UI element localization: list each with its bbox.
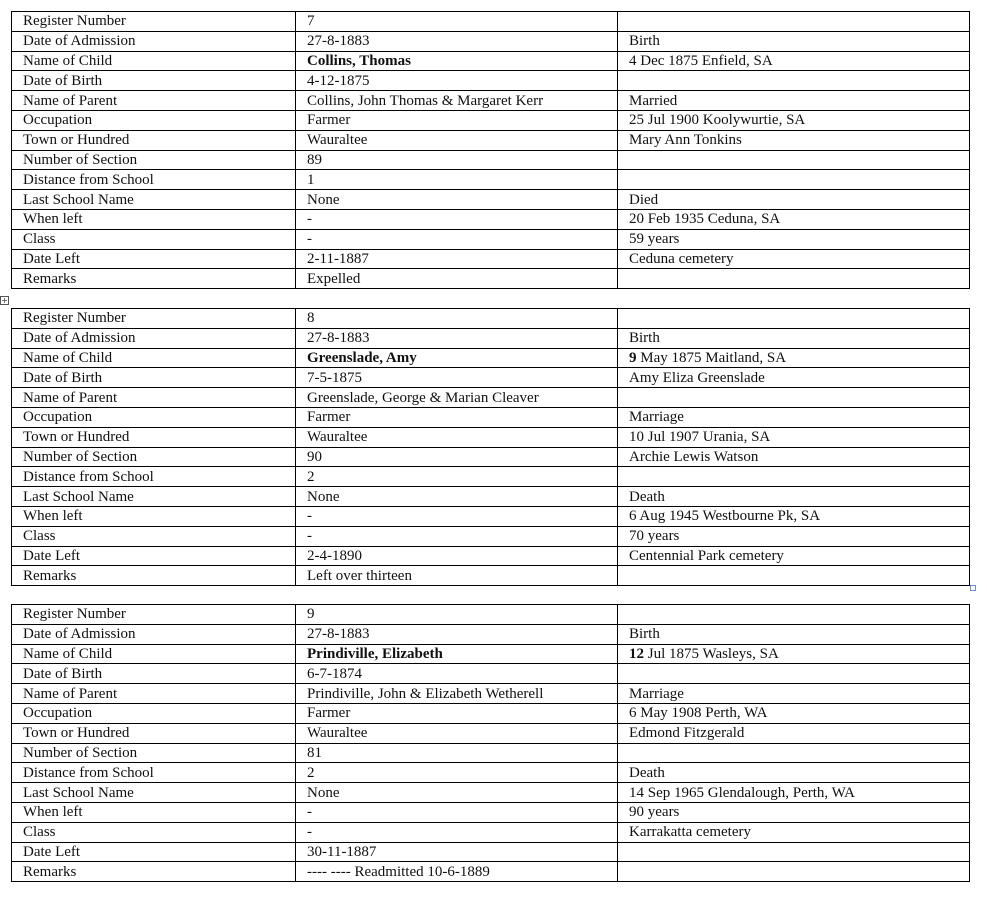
life-event: Birth [618, 31, 970, 51]
table-row [12, 605, 970, 625]
table-row [12, 110, 970, 130]
life-event [618, 269, 970, 289]
field-label: Register Number [12, 12, 296, 32]
field-label: Date of Admission [12, 328, 296, 348]
life-event: Marriage [618, 407, 970, 427]
table-row [12, 209, 970, 229]
table-move-handle[interactable]: + [1, 296, 8, 305]
field-value: 2 [296, 467, 618, 487]
field-label: Name of Parent [12, 91, 296, 111]
field-label: Date of Birth [12, 71, 296, 91]
life-event [618, 566, 970, 586]
field-value: Prindiville, Elizabeth [296, 644, 618, 664]
life-event: Ceduna cemetery [618, 249, 970, 269]
field-label: Remarks [12, 862, 296, 882]
field-label: Last School Name [12, 783, 296, 803]
life-event: Archie Lewis Watson [618, 447, 970, 467]
life-event: Karrakatta cemetery [618, 822, 970, 842]
table-row [12, 783, 970, 803]
life-event: 70 years [618, 526, 970, 546]
field-label: Class [12, 822, 296, 842]
life-event: Mary Ann Tonkins [618, 130, 970, 150]
table-row [12, 269, 970, 289]
field-label: Remarks [12, 566, 296, 586]
life-event [618, 605, 970, 625]
life-event: 12 Jul 1875 Wasleys, SA [618, 644, 970, 664]
table-row [12, 150, 970, 170]
table-row [12, 506, 970, 526]
field-value: Farmer [296, 407, 618, 427]
field-value: Farmer [296, 703, 618, 723]
life-event: 20 Feb 1935 Ceduna, SA [618, 209, 970, 229]
life-event: Died [618, 190, 970, 210]
field-value: Greenslade, George & Marian Cleaver [296, 388, 618, 408]
life-event: Edmond Fitzgerald [618, 723, 970, 743]
field-label: Register Number [12, 605, 296, 625]
field-label: When left [12, 209, 296, 229]
life-event [618, 862, 970, 882]
life-event [618, 842, 970, 862]
field-value: - [296, 229, 618, 249]
table-resize-handle[interactable] [970, 585, 976, 591]
life-event: Marriage [618, 684, 970, 704]
field-value: None [296, 487, 618, 507]
table-row [12, 822, 970, 842]
field-value: 81 [296, 743, 618, 763]
life-event: 9 May 1875 Maitland, SA [618, 348, 970, 368]
field-value: Left over thirteen [296, 566, 618, 586]
table-row [12, 862, 970, 882]
table-row [12, 447, 970, 467]
life-event: 6 May 1908 Perth, WA [618, 703, 970, 723]
table-row [12, 664, 970, 684]
field-value: 90 [296, 447, 618, 467]
field-value: - [296, 526, 618, 546]
table-row [12, 703, 970, 723]
field-value: 2 [296, 763, 618, 783]
field-label: Distance from School [12, 170, 296, 190]
table-row [12, 467, 970, 487]
record-table [11, 604, 970, 882]
field-value: Collins, Thomas [296, 51, 618, 71]
field-label: Number of Section [12, 447, 296, 467]
field-value: 6-7-1874 [296, 664, 618, 684]
table-row [12, 566, 970, 586]
record-table [11, 308, 970, 586]
table-row [12, 130, 970, 150]
field-value: - [296, 506, 618, 526]
field-label: Distance from School [12, 467, 296, 487]
life-event: Married [618, 91, 970, 111]
field-label: Name of Parent [12, 388, 296, 408]
field-label: Town or Hundred [12, 130, 296, 150]
field-value: - [296, 209, 618, 229]
field-value: 7-5-1875 [296, 368, 618, 388]
field-value: Farmer [296, 110, 618, 130]
table-row [12, 170, 970, 190]
table-row [12, 249, 970, 269]
table-row [12, 624, 970, 644]
field-label: Town or Hundred [12, 723, 296, 743]
table-row [12, 328, 970, 348]
field-label: Date Left [12, 546, 296, 566]
table-row [12, 51, 970, 71]
life-event: 4 Dec 1875 Enfield, SA [618, 51, 970, 71]
table-row [12, 763, 970, 783]
field-value: Wauraltee [296, 723, 618, 743]
field-value: None [296, 190, 618, 210]
field-label: Name of Child [12, 644, 296, 664]
field-label: Town or Hundred [12, 427, 296, 447]
field-value: 30-11-1887 [296, 842, 618, 862]
field-label: Name of Child [12, 348, 296, 368]
field-label: Register Number [12, 309, 296, 329]
life-event: 10 Jul 1907 Urania, SA [618, 427, 970, 447]
field-value: Wauraltee [296, 427, 618, 447]
table-row [12, 12, 970, 32]
table-row [12, 229, 970, 249]
table-row [12, 842, 970, 862]
field-value: Wauraltee [296, 130, 618, 150]
field-label: When left [12, 802, 296, 822]
field-value: 27-8-1883 [296, 624, 618, 644]
table-row [12, 190, 970, 210]
field-value: Expelled [296, 269, 618, 289]
life-event: Birth [618, 624, 970, 644]
field-label: Occupation [12, 110, 296, 130]
life-event [618, 150, 970, 170]
field-label: Occupation [12, 703, 296, 723]
field-value: 1 [296, 170, 618, 190]
table-row [12, 644, 970, 664]
table-row [12, 684, 970, 704]
field-label: Date Left [12, 249, 296, 269]
life-event: Death [618, 487, 970, 507]
life-event [618, 467, 970, 487]
table-row [12, 546, 970, 566]
field-value: 89 [296, 150, 618, 170]
field-value: 2-11-1887 [296, 249, 618, 269]
life-event [618, 71, 970, 91]
field-label: Number of Section [12, 743, 296, 763]
field-value: - [296, 802, 618, 822]
field-label: Number of Section [12, 150, 296, 170]
table-row [12, 487, 970, 507]
field-value: None [296, 783, 618, 803]
field-label: Class [12, 229, 296, 249]
field-value: 9 [296, 605, 618, 625]
table-row [12, 743, 970, 763]
table-row [12, 31, 970, 51]
field-label: Name of Child [12, 51, 296, 71]
life-event: 14 Sep 1965 Glendalough, Perth, WA [618, 783, 970, 803]
life-event [618, 309, 970, 329]
life-event: Birth [618, 328, 970, 348]
field-label: When left [12, 506, 296, 526]
life-event: Death [618, 763, 970, 783]
field-value: 27-8-1883 [296, 31, 618, 51]
table-row [12, 91, 970, 111]
field-label: Distance from School [12, 763, 296, 783]
field-label: Date Left [12, 842, 296, 862]
table-row [12, 368, 970, 388]
life-event [618, 170, 970, 190]
table-row [12, 407, 970, 427]
field-label: Date of Birth [12, 664, 296, 684]
record-table [11, 11, 970, 289]
field-value: Greenslade, Amy [296, 348, 618, 368]
field-label: Remarks [12, 269, 296, 289]
field-value: Collins, John Thomas & Margaret Kerr [296, 91, 618, 111]
table-row [12, 348, 970, 368]
field-value: 2-4-1890 [296, 546, 618, 566]
life-event [618, 12, 970, 32]
life-event [618, 664, 970, 684]
field-label: Name of Parent [12, 684, 296, 704]
field-label: Last School Name [12, 190, 296, 210]
table-row [12, 723, 970, 743]
life-event: Centennial Park cemetery [618, 546, 970, 566]
table-row [12, 427, 970, 447]
table-row [12, 309, 970, 329]
field-value: ---- ---- Readmitted 10-6-1889 [296, 862, 618, 882]
table-row [12, 802, 970, 822]
life-event: 25 Jul 1900 Koolywurtie, SA [618, 110, 970, 130]
table-row [12, 71, 970, 91]
life-event: 6 Aug 1945 Westbourne Pk, SA [618, 506, 970, 526]
life-event [618, 743, 970, 763]
field-value: 27-8-1883 [296, 328, 618, 348]
life-event: 90 years [618, 802, 970, 822]
field-label: Class [12, 526, 296, 546]
field-label: Date of Birth [12, 368, 296, 388]
life-event [618, 388, 970, 408]
life-event: Amy Eliza Greenslade [618, 368, 970, 388]
table-row [12, 526, 970, 546]
field-value: 4-12-1875 [296, 71, 618, 91]
life-event: 59 years [618, 229, 970, 249]
field-value: 7 [296, 12, 618, 32]
field-label: Occupation [12, 407, 296, 427]
field-value: 8 [296, 309, 618, 329]
field-label: Date of Admission [12, 31, 296, 51]
field-label: Date of Admission [12, 624, 296, 644]
field-label: Last School Name [12, 487, 296, 507]
field-value: Prindiville, John & Elizabeth Wetherell [296, 684, 618, 704]
field-value: - [296, 822, 618, 842]
table-row [12, 388, 970, 408]
